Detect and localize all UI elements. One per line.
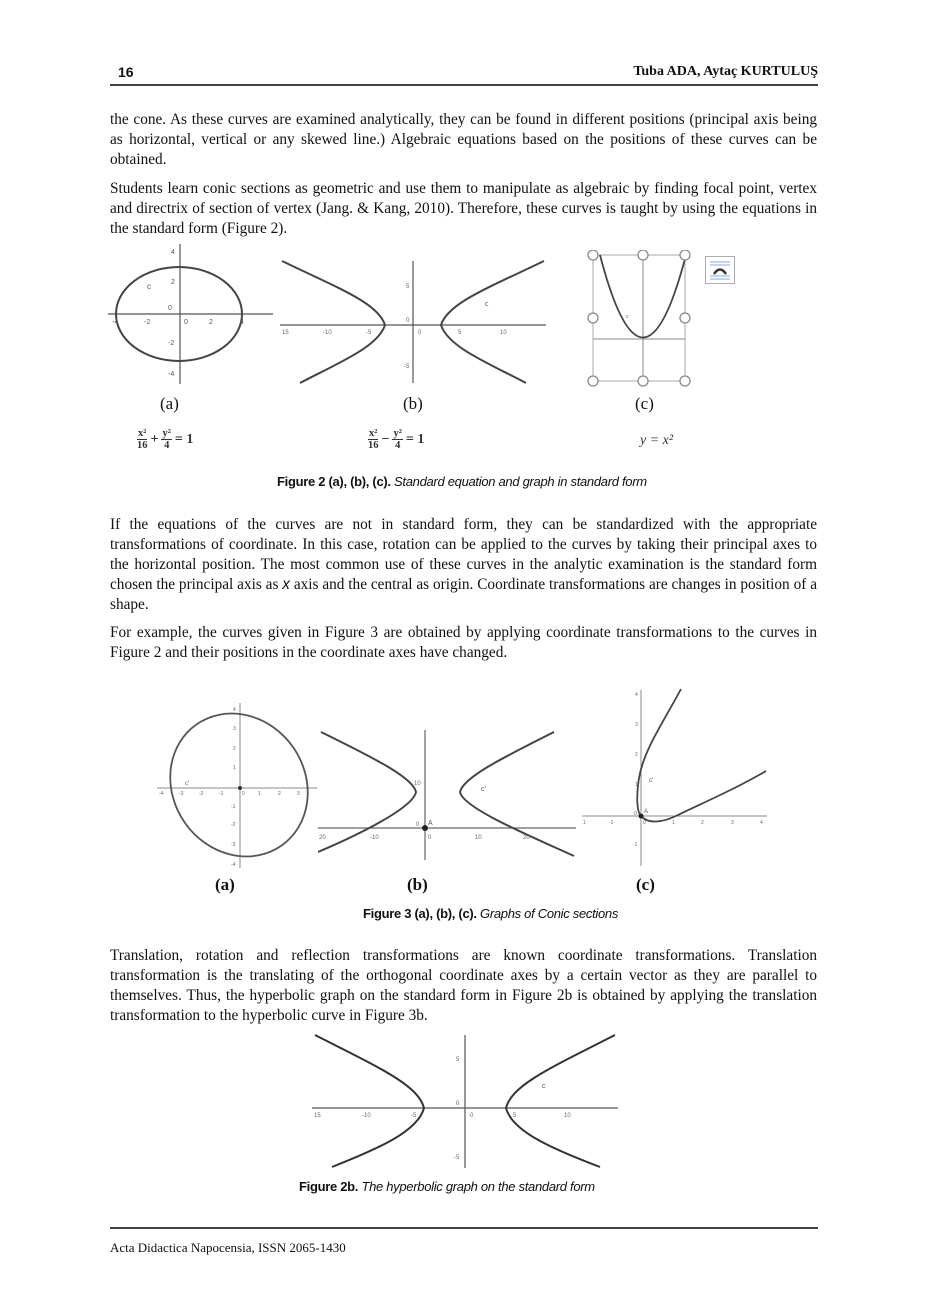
svg-text:c: c [542,1083,546,1090]
svg-text:4: 4 [171,249,175,256]
svg-text:5: 5 [513,1113,517,1119]
figure-2b-equation: $\frac{\text{x²}}{16}$ − $\frac{\text{y²}}{4}$ = 1 [368,428,425,451]
svg-text:c': c' [481,786,486,793]
page-number: 16 [118,64,134,80]
figure-2c-equation: y = x² [640,433,674,448]
svg-text:A: A [644,809,649,815]
figure-2a-label: (a) [160,394,179,413]
figure-2-caption: Figure 2 (a), (b), (c). Standard equation and graph in standard form [277,474,647,489]
svg-text:0: 0 [643,820,646,826]
paragraph-3: If the equations of the curves are not in standard form, they can be standardized with the appropriate transformations of coordinate. In this case, rotation can be applied to the curves by taking their principal axes to the horizontal position. The most common use of these curves in the analytic examination is the standard form chosen the principal axis as x axis and the central as origin. Coordinate transformations are changes in position of a shape. [110,516,817,613]
svg-text:1: 1 [233,765,236,771]
svg-text:-5: -5 [411,1113,417,1119]
layout-options-icon[interactable] [705,256,735,284]
svg-text:20: 20 [523,835,530,841]
svg-text:3: 3 [297,791,300,797]
svg-text:-10: -10 [362,1113,371,1119]
paragraph-5: Translation, rotation and reflection transformations are known coordinate transformations. Translation transformation is the translating of the orthogonal coordinate axes by a certain vector as they are parallel to themselves. Thus, the hyperbolic graph on the standard form in Figure 2b is obtained by applying the translation transformation to the hyperbolic curve in Figure 3b. [110,947,817,1024]
svg-text:10: 10 [414,781,421,787]
figure-2b-standalone-hyperbola-graph [310,1033,620,1169]
svg-text:5: 5 [456,1057,460,1063]
svg-text:3: 3 [635,722,638,728]
svg-text:A: A [428,820,433,827]
svg-text:0: 0 [416,822,420,828]
svg-text:10: 10 [475,835,482,841]
svg-text:0: 0 [406,318,410,324]
svg-text:0: 0 [428,835,432,841]
svg-text:-2: -2 [168,340,175,347]
figure-2b-label: (b) [403,394,423,413]
svg-text:2: 2 [233,746,236,752]
figure-2b-caption: Figure 2b. The hyperbolic graph on the standard form [299,1179,595,1194]
figure-2a-equation: $\frac{\text{x²}}{16}$ + $\frac{\text{y²}}{4}$ = 1 [137,428,194,451]
svg-text:-5: -5 [454,1155,460,1161]
svg-text:10: 10 [500,330,507,336]
paragraph-2: Students learn conic sections as geometric and use them to manipulate as algebraic by finding focal point, vertex and directrix of section of vertex (Jang. & Kang, 2010). Therefore, these curves is taught by using the equations in the standard form (Figure 2). [110,180,817,237]
svg-text:4: 4 [760,820,763,826]
paragraph-1: the cone. As these curves are examined analytically, they can be found in different positions (principal axis being as horizontal, vertical or any skewed line.) Algebraic equations based on the positions of these curves can be obtained. [110,111,817,168]
figure-3b-label: (b) [407,875,428,894]
svg-text:2: 2 [635,752,638,758]
svg-text:0: 0 [634,811,637,817]
figure-3-caption: Figure 3 (a), (b), (c). Graphs of Conic sections [363,906,619,921]
curve-label-c: c [147,282,151,291]
svg-text:c': c' [185,781,190,787]
figure-3a-label: (a) [215,875,235,894]
svg-text:2: 2 [171,279,175,286]
svg-text:2: 2 [278,791,281,797]
figure-2c-label: (c) [635,394,654,413]
svg-text:-1: -1 [609,820,614,826]
figure-3b-hyperbola-graph [318,730,578,860]
svg-text:-5: -5 [366,330,372,336]
svg-text:3: 3 [731,820,734,826]
svg-text:-3: -3 [231,842,236,848]
svg-text:5: 5 [458,330,462,336]
svg-text:4: 4 [635,692,638,698]
svg-text:-1: -1 [219,791,224,797]
svg-text:-4: -4 [231,862,236,868]
running-header-authors: Tuba ADA, Aytaç KURTULUŞ [633,64,818,79]
figure-2c-parabola-graph[interactable] [586,250,696,390]
svg-text:-10: -10 [323,330,332,336]
svg-text:-5: -5 [404,364,410,370]
svg-text:-4: -4 [168,371,175,378]
svg-text:0: 0 [418,330,422,336]
svg-text:0: 0 [168,305,172,312]
svg-text:c: c [626,314,629,320]
paragraph-4: For example, the curves given in Figure 3 are obtained by applying coordinate transformations to the curves in Figure 2 and their positions in the coordinate axes have changed. [110,624,817,661]
svg-text:1: 1 [635,782,638,788]
svg-text:10: 10 [564,1113,571,1119]
figure-2b-hyperbola-graph [278,258,548,384]
svg-text:4: 4 [233,707,236,713]
svg-text:-2: -2 [231,822,236,828]
svg-text:0: 0 [456,1101,460,1107]
svg-text:0: 0 [242,791,245,797]
svg-text:2: 2 [209,319,213,326]
figure-3c-parabola-graph [582,688,768,870]
svg-text:4: 4 [240,319,244,326]
svg-text:-3: -3 [179,791,184,797]
figure-2a-ellipse-graph [108,244,274,384]
svg-text:0: 0 [470,1113,474,1119]
svg-text:2: 2 [701,820,704,826]
svg-text:5: 5 [406,284,410,290]
svg-text:c': c' [649,778,654,784]
svg-text:1: 1 [672,820,675,826]
svg-text:3: 3 [233,726,236,732]
header-rule [110,84,818,86]
svg-text:-1: -1 [633,842,638,848]
svg-text:-2: -2 [199,791,204,797]
footer-journal: Acta Didactica Napocensia, ISSN 2065-1430 [110,1240,346,1255]
svg-text:1: 1 [583,820,586,826]
svg-text:0: 0 [184,319,188,326]
svg-text:20: 20 [319,835,326,841]
svg-text:-4: -4 [112,319,119,326]
svg-text:-2: -2 [144,319,151,326]
svg-text:-4: -4 [159,791,164,797]
footer-rule [110,1227,818,1229]
figure-3c-label: (c) [636,875,655,894]
svg-text:-1: -1 [231,804,236,810]
svg-text:-10: -10 [370,835,379,841]
svg-text:c: c [485,301,489,308]
svg-text:15: 15 [282,330,289,336]
svg-text:15: 15 [314,1113,321,1119]
svg-text:1: 1 [258,791,261,797]
figure-3a-ellipse-graph [155,698,320,870]
